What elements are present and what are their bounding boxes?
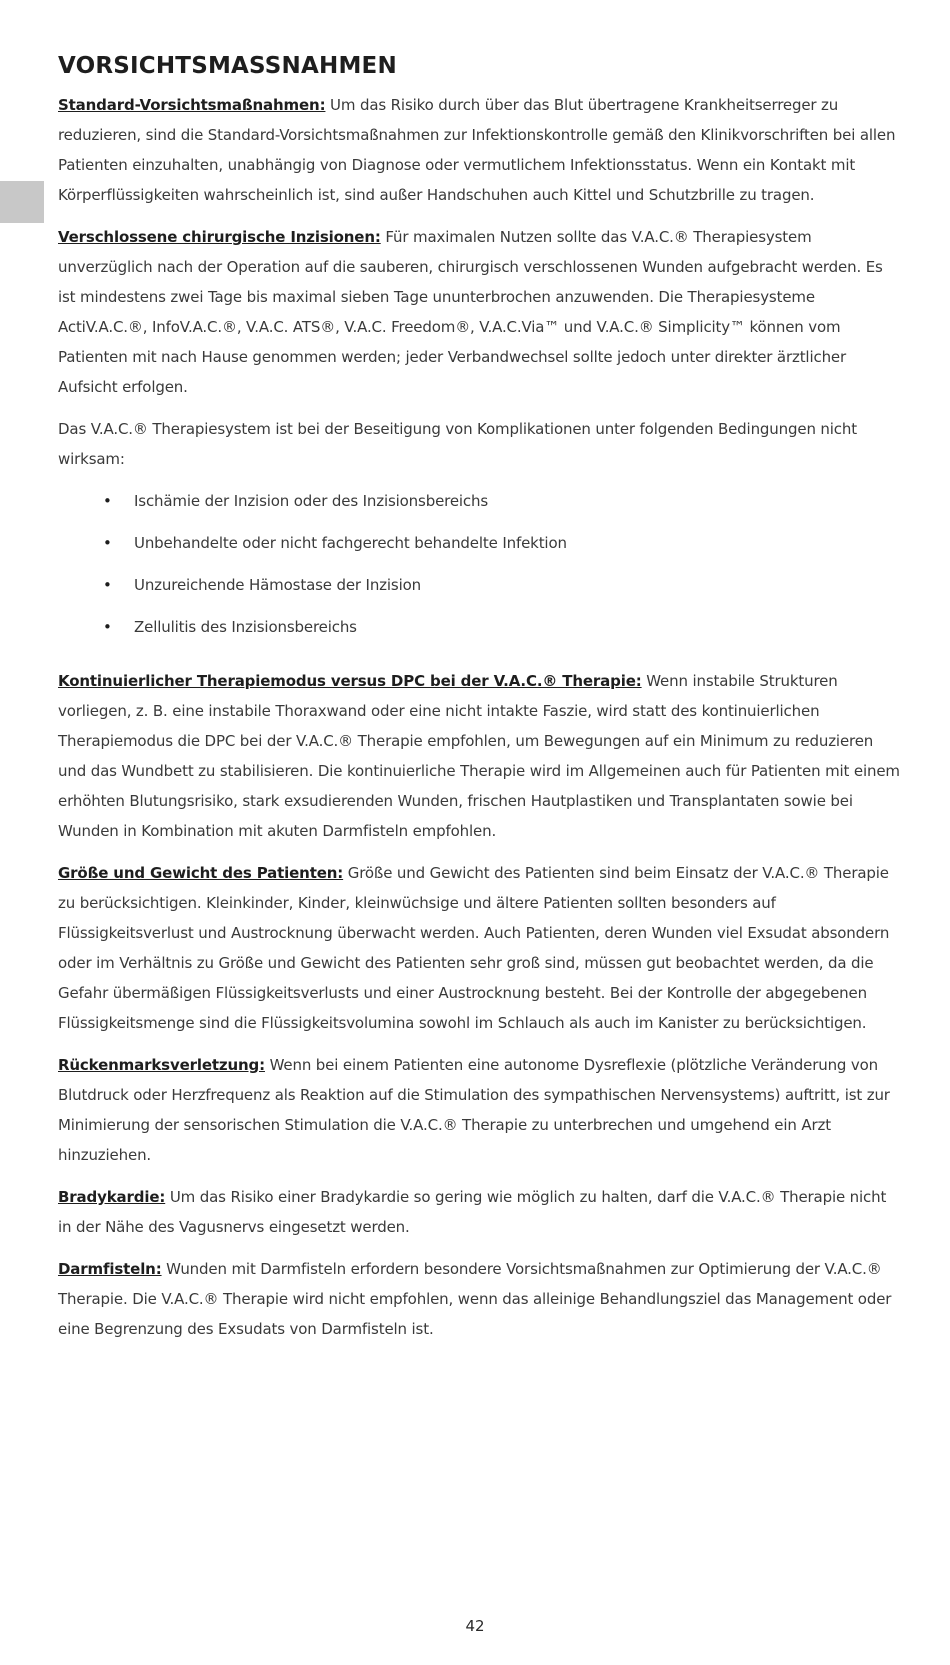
bullet-icon: •: [103, 492, 112, 510]
paragraph-heading: Verschlossene chirurgische Inzisionen:: [58, 228, 381, 246]
list-item-text: Zellulitis des Inzisionsbereichs: [134, 618, 357, 636]
list-item-text: Unzureichende Hämostase der Inzision: [134, 576, 421, 594]
paragraph-text: Wenn bei einem Patienten eine autonome Dysreflexie (plötzliche Veränderung von Blutdruck oder Herzfrequenz als Reaktion auf die Stimulation des sympathischen Nervensystems) auftritt, ist zur Minimierung der sensorischen Stimulation die V.A.C.® Therapie zu unterbrechen und umgehend ein Arzt hinzuziehen.: [58, 1056, 890, 1164]
paragraph-enteric-fistulas: [58, 1254, 900, 1344]
paragraph-heading: Rückenmarksverletzung:: [58, 1056, 265, 1074]
chapter-tab-marker: [0, 181, 44, 223]
page-title: VORSICHTSMASSNAHMEN: [58, 53, 397, 79]
paragraph-heading: Größe und Gewicht des Patienten:: [58, 864, 344, 882]
paragraph-text: Um das Risiko einer Bradykardie so gering wie möglich zu halten, darf die V.A.C.® Therapie nicht in der Nähe des Vagusnervs eingesetzt werden.: [58, 1188, 887, 1236]
paragraph-bradycardia: [58, 1182, 900, 1242]
paragraph-patient-size-weight: [58, 858, 900, 1038]
document-body: [58, 50, 900, 1356]
list-item: [58, 612, 900, 654]
paragraph-heading: Bradykardie:: [58, 1188, 166, 1206]
paragraph-text: Um das Risiko durch über das Blut übertragene Krankheitserreger zu reduzieren, sind die Standard-Vorsichtsmaßnahmen zur Infektionskontrolle gemäß den Klinikvorschriften bei allen Patienten einzuhalten, unabhängig von Diagnose oder vermutlichem Infektionsstatus. Wenn ein Kontakt mit Körperflüssigkeiten wahrscheinlich ist, sind außer Handschuhen auch Kittel und Schutzbrille zu tragen.: [58, 96, 896, 204]
list-item: [58, 528, 900, 570]
paragraph-text: Wenn instabile Strukturen vorliegen, z. B. eine instabile Thoraxwand oder eine nicht intakte Faszie, wird statt des kontinuierlichen Therapiemodus die DPC bei der V.A.C.® Therapie empfohlen, um Bewegungen auf ein Minimum zu reduzieren und das Wundbett zu stabilisieren. Die kontinuierliche Therapie wird im Allgemeinen auch für Patienten mit einem erhöhten Blutungsrisiko, stark exsudierenden Wunden, frischen Hautplastiken und Transplantaten sowie bei Wunden in Kombination mit akuten Darmfisteln empfohlen.: [58, 672, 900, 840]
paragraph-text: Für maximalen Nutzen sollte das V.A.C.® Therapiesystem unverzüglich nach der Operation auf die sauberen, chirurgisch verschlossenen Wunden aufgebracht werden. Es ist mindestens zwei Tage bis maximal sieben Tage ununterbrochen anzuwenden. Die Therapiesysteme ActiV.A.C.®, InfoV.A.C.®, V.A.C. ATS®, V.A.C. Freedom®, V.A.C.Via™ und V.A.C.® Simplicity™ können vom Patienten mit nach Hause genommen werden; jeder Verbandwechsel sollte jedoch unter direkter ärztlicher Aufsicht erfolgen.: [58, 228, 883, 396]
list-item-text: Unbehandelte oder nicht fachgerecht behandelte Infektion: [134, 534, 567, 552]
paragraph-text: Wunden mit Darmfisteln erfordern besondere Vorsichtsmaßnahmen zur Optimierung der V.A.C.® Therapie. Die V.A.C.® Therapie wird nicht empfohlen, wenn das alleinige Behandlungsziel das Management oder eine Begrenzung des Exsudats von Darmfisteln ist.: [58, 1260, 892, 1338]
condition-list: [58, 486, 900, 654]
bullet-icon: •: [103, 618, 112, 636]
paragraph-standard-precautions: [58, 90, 900, 210]
paragraph-text: Größe und Gewicht des Patienten sind beim Einsatz der V.A.C.® Therapie zu berücksichtigen. Kleinkinder, Kinder, kleinwüchsige und ältere Patienten sollten besonders auf Flüssigkeitsverlust und Austrocknung überwacht werden. Auch Patienten, deren Wunden viel Exsudat absondern oder im Verhältnis zu Größe und Gewicht des Patienten sehr groß sind, müssen gut beobachtet werden, da die Gefahr übermäßigen Flüssigkeitsverlusts und einer Austrocknung besteht. Bei der Kontrolle der abgegebenen Flüssigkeitsmenge sind die Flüssigkeitsvolumina sowohl im Schlauch als auch im Kanister zu berücksichtigen.: [58, 864, 890, 1032]
list-item: [58, 570, 900, 612]
list-item: [58, 486, 900, 528]
paragraph-closed-incisions: [58, 222, 900, 402]
list-item-text: Ischämie der Inzision oder des Inzisionsbereichs: [134, 492, 489, 510]
paragraph-continuous-vs-dpc: [58, 666, 900, 846]
paragraph-spinal-cord-injury: [58, 1050, 900, 1170]
bullet-icon: •: [103, 576, 112, 594]
paragraph-heading: Standard-Vorsichtsmaßnahmen:: [58, 96, 326, 114]
paragraph-text: Das V.A.C.® Therapiesystem ist bei der Beseitigung von Komplikationen unter folgenden Bedingungen nicht wirksam:: [58, 420, 857, 468]
paragraph-heading: Darmfisteln:: [58, 1260, 162, 1278]
paragraph-heading: Kontinuierlicher Therapiemodus versus DPC bei der V.A.C.® Therapie:: [58, 672, 642, 690]
paragraph-not-effective-intro: [58, 414, 900, 474]
bullet-icon: •: [103, 534, 112, 552]
page-number: 42: [465, 1617, 485, 1635]
